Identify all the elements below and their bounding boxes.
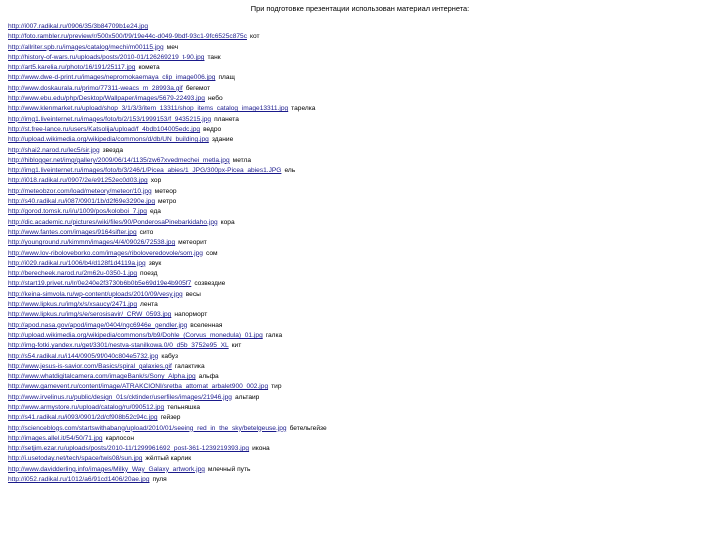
source-link-item: [8, 321, 714, 331]
source-link-item: [8, 63, 714, 73]
image-description: кит: [231, 342, 242, 350]
source-url-link[interactable]: http://s41.radikal.ru/i093/0901/2d/cf908b52c94c.jpg: [8, 414, 158, 422]
source-url-link[interactable]: http://allriter.spb.ru/images/catalog/mechi/m00115.jpg: [8, 43, 164, 51]
source-link-item: [8, 104, 714, 114]
source-link-item: [8, 331, 714, 341]
source-url-link[interactable]: http://www.dwe-d-print.ru/images/nepromokaemaya_clip_image006.jpg: [8, 74, 216, 82]
source-url-link[interactable]: http://setjim.ezar.ru/uploads/posts/2010-11/1299961692_post-361-1239219393.jpg: [8, 445, 250, 453]
source-link-item: [8, 269, 714, 279]
source-link-item: [8, 187, 714, 197]
image-description: лента: [140, 301, 158, 309]
source-link-item: [8, 125, 714, 135]
source-url-link[interactable]: http://i007.radikal.ru/0906/35/3b84709b1e24.jpg: [8, 23, 149, 30]
source-url-link[interactable]: http://keina-simvola.ru/wp-content/uploads/2010/09/vesy.jpg: [8, 290, 183, 298]
source-link-item: [8, 393, 714, 403]
source-url-link[interactable]: http://s54.radikal.ru/i144/0905/9f/040c804e5732.jpg: [8, 352, 159, 360]
image-description: еда: [149, 208, 161, 216]
source-url-link[interactable]: http://history-of-wars.ru/uploads/posts/2010-01/126269219_t-90.jpg: [8, 53, 205, 61]
source-url-link[interactable]: http://www.irvelinus.ru/public/design_01s/cktinder/userfiles/images/21946.jpg: [8, 393, 232, 401]
source-link-item: [8, 290, 714, 300]
source-link-item: [8, 434, 714, 444]
source-link-item: [8, 413, 714, 423]
source-link-item: [8, 465, 714, 475]
source-link-item: [8, 238, 714, 248]
image-description: ель: [284, 167, 296, 175]
image-description: весы: [185, 290, 201, 298]
image-description: метеорит: [178, 239, 207, 247]
source-link-item: [8, 352, 714, 362]
source-link-item: [8, 84, 714, 94]
source-link-item: [8, 228, 714, 238]
source-link-item: [8, 53, 714, 63]
image-description: кора: [220, 218, 235, 226]
image-description: пуля: [152, 476, 167, 484]
source-url-link[interactable]: http://www.doskaurala.ru/primo/77311-weacs_m_28993a.gif: [8, 84, 183, 92]
source-url-link[interactable]: http://i029.radikal.ru/1006/b4/d128f1d4119a.jpg: [8, 259, 146, 267]
image-description: созвездие: [194, 280, 226, 288]
source-url-link[interactable]: http://www.whatdigitalcamera.com/imageBank/s/Sony_Alpha.jpg: [8, 373, 196, 381]
source-url-link[interactable]: http://www.lipkus.ru/img/s/e/serosisavir/_CRW_0593.jpg: [8, 311, 172, 319]
source-url-link[interactable]: http://www.fantes.com/images/9164sifter.jpg: [8, 228, 137, 236]
image-description: метро: [158, 198, 177, 206]
source-link-item: [8, 197, 714, 207]
source-url-link[interactable]: http://img-fotki.yandex.ru/get/3301/nestva-stanilkowa.0/0_d5b_3752e95_XL: [8, 342, 229, 350]
source-link-item: [8, 207, 714, 217]
image-description: небо: [207, 95, 223, 103]
source-url-link[interactable]: http://start19.privet.ru/lr/0e240e2f3730b6b0b5e69d19e4b905f7: [8, 280, 192, 288]
source-link-item: [8, 310, 714, 320]
image-description: тир: [271, 383, 282, 391]
source-link-item: [8, 146, 714, 156]
source-url-link[interactable]: http://meteobzor.com/load/meteory/meteor/10.jpg: [8, 187, 152, 195]
source-link-item: [8, 166, 714, 176]
image-description: галка: [265, 331, 283, 339]
source-link-item: [8, 135, 714, 145]
image-description: ведро: [203, 125, 222, 133]
image-description: карлосон: [105, 434, 134, 442]
source-url-link[interactable]: http://shai2.narod.ru/lec5/sir.jpg: [8, 146, 100, 154]
image-description: здание: [211, 136, 234, 144]
source-link-item: [8, 424, 714, 434]
source-link-item: [8, 259, 714, 269]
source-link-item: [8, 475, 714, 485]
image-description: меч: [166, 43, 179, 51]
source-link-item: [8, 382, 714, 392]
image-description: метла: [232, 156, 252, 164]
source-url-link[interactable]: http://scienceblogs.com/startswithabang/upload/2010/01/seeing_red_in_the_sky/betelgeuse.jpg: [8, 424, 287, 432]
image-description: бетельгейзе: [289, 424, 327, 432]
source-url-link[interactable]: http://www.gamevent.ru/content/image/ATRAKCIONI/sretba_attornat_arbalet900_002.jpg: [8, 383, 269, 391]
source-link-item: [8, 32, 714, 42]
source-url-link[interactable]: http://upload.wikimedia.org/wikipedia/commons/b/b9/Dohle_(Corvus_monedula)_01.jpg: [8, 331, 263, 339]
image-description: млечный путь: [207, 465, 251, 473]
image-description: планета: [214, 115, 239, 123]
source-link-item: [8, 94, 714, 104]
source-url-link[interactable]: http://images.allel.it/54/50/71.jpg: [8, 434, 103, 442]
source-url-link[interactable]: http://hiblogger.net/img/gallery/2009/06/14/1135/zw67xvedmechei_metla.jpg: [8, 156, 230, 164]
source-url-link[interactable]: http://s40.radikal.ru/i087/0901/1b/d2f69e3290e.jpg: [8, 198, 156, 206]
source-link-item: [8, 341, 714, 351]
image-description: звук: [148, 259, 162, 267]
image-description: комета: [138, 64, 160, 72]
source-url-link[interactable]: http://younground.ru/kimmm/images/4/4/09026/72538.jpg: [8, 239, 176, 247]
image-description: танк: [207, 53, 221, 61]
image-description: альтаир: [234, 393, 260, 401]
source-link-item: [8, 176, 714, 186]
source-link-item: [8, 156, 714, 166]
image-description: плащ: [218, 74, 235, 82]
source-link-item: [8, 22, 714, 32]
image-description: галактика: [174, 362, 205, 370]
source-url-link[interactable]: http://www.jesus-is-savior.com/Basics/spiral_galaxies.gif: [8, 362, 172, 370]
source-url-link[interactable]: http://berecheek.narod.ru/2m62u-0350-1.jpg: [8, 270, 138, 278]
source-link-item: [8, 279, 714, 289]
image-description: икона: [252, 445, 270, 453]
source-url-link[interactable]: http://upload.wikimedia.org/wikipedia/commons/d/db/UN_building.jpg: [8, 136, 209, 144]
source-url-link[interactable]: http://i.usetoday.net/tech/space/twis08/sun.jpg: [8, 455, 143, 463]
source-url-link[interactable]: http://st.free-lance.ru/users/Katsolija/upload/f_4bdb104005edc.jpg: [8, 125, 201, 133]
source-url-link[interactable]: http://img1.liveinternet.ru/images/foto/b/3/246/1/Picea_abies/1_JPG/300px-Picea_abies1.JPG: [8, 167, 282, 175]
source-url-link[interactable]: http://foto.rambler.ru/preview/r/500x500/f/9/19e44c-d049-9bdf-93c1-9fc6525c875c: [8, 33, 247, 41]
source-url-link[interactable]: http://www.lipkus.ru/img/x/s/xsaucy/2471.jpg: [8, 301, 137, 309]
image-description: кот: [250, 33, 260, 41]
source-link-list: [8, 22, 714, 485]
source-link-item: [8, 454, 714, 464]
image-description: сито: [139, 228, 154, 236]
source-url-link[interactable]: http://www.armystore.ru/upload/catalog/ru/090512.jpg: [8, 403, 165, 411]
image-description: кабуз: [161, 352, 178, 360]
source-link-item: [8, 444, 714, 454]
image-description: напорморт: [174, 311, 208, 319]
slide-title: При подготовке презентации использован материал интернета:: [250, 4, 470, 13]
source-url-link[interactable]: http://i052.radikal.ru/1012/a6/91cd1406/20ae.jpg: [8, 476, 150, 484]
source-link-item: [8, 300, 714, 310]
image-description: тельняшка: [167, 403, 201, 411]
image-description: хор: [150, 177, 162, 185]
source-url-link[interactable]: http://www.lov-riboloveborko.com/images/riboloveredovole/som.jpg: [8, 249, 203, 257]
image-description: метеор: [154, 187, 177, 195]
source-url-link[interactable]: http://www.ebu.edu/php/Desktop/Wallpaper/images/5679-22493.jpg: [8, 95, 205, 103]
source-url-link[interactable]: http://i018.radikal.ru/0907/2e/e91252ec0d03.jpg: [8, 177, 148, 185]
source-link-item: [8, 249, 714, 259]
source-link-item: [8, 362, 714, 372]
source-link-item: [8, 218, 714, 228]
source-url-link[interactable]: http://img1.liveinternet.ru/images/foto/b/2/153/1999153/f_9435215.jpg: [8, 115, 212, 123]
source-url-link[interactable]: http://apod.nasa.gov/apod/image/0404/ngc6946e_gendler.jpg: [8, 321, 188, 329]
image-description: альфа: [198, 373, 219, 381]
source-url-link[interactable]: http://www.klenmarket.ru/upload/shop_3/1/3/3/item_13311/shop_items_catalog_image13311.jpg: [8, 105, 289, 113]
source-link-item: [8, 403, 714, 413]
source-link-item: [8, 115, 714, 125]
source-link-item: [8, 43, 714, 53]
source-url-link[interactable]: http://gorod.tomsk.ru/i/u/1009/pos/koloboi_7.jpg: [8, 208, 147, 216]
image-description: бегемот: [185, 84, 211, 92]
image-description: сом: [205, 249, 218, 257]
source-link-item: [8, 73, 714, 83]
source-link-item: [8, 372, 714, 382]
image-description: тарелка: [291, 105, 316, 113]
image-description: поезд: [140, 270, 158, 278]
image-description: гейзер: [160, 414, 181, 422]
image-description: звезда: [102, 146, 124, 154]
source-url-link[interactable]: http://dic.academic.ru/pictures/wiki/files/90/PonderosaPinebarkidaho.jpg: [8, 218, 218, 226]
image-description: вселенная: [190, 321, 223, 329]
source-url-link[interactable]: http://art5.karelia.ru/photo/16/191/25117.jpg: [8, 64, 136, 72]
image-description: жёлтый карлик: [145, 455, 192, 463]
source-url-link[interactable]: http://www.davidderling.info/images/Milky_Way_Galaxy_artwork.jpg: [8, 465, 205, 473]
